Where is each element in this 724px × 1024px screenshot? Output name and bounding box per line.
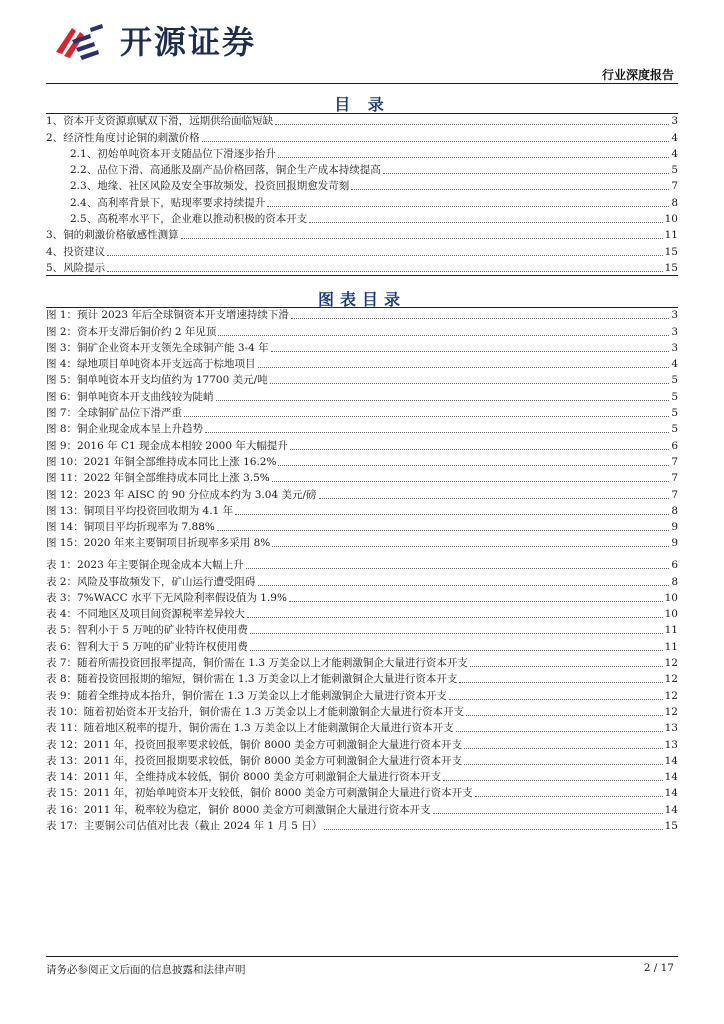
table-item[interactable] <box>46 719 678 735</box>
table-item-number: 表 1： <box>46 559 78 572</box>
dot-leader <box>291 317 669 319</box>
figure-item-number: 图 11： <box>46 472 84 485</box>
table-item-number: 表 16： <box>46 803 84 816</box>
figure-item[interactable] <box>46 518 678 534</box>
table-item-label <box>46 804 431 817</box>
toc-item[interactable] <box>46 259 678 275</box>
figure-item-page: 9 <box>671 537 678 550</box>
toc-item-page: 10 <box>664 213 678 226</box>
dot-leader <box>202 140 670 142</box>
dot-leader <box>272 480 670 482</box>
figure-item-page: 8 <box>671 504 678 517</box>
figure-item-label <box>46 472 270 485</box>
table-item-number: 表 2： <box>46 575 78 588</box>
toc-item-text: 高税率水平下，企业难以推动积极的资本开支 <box>97 213 308 226</box>
table-item-page: 12 <box>664 673 678 686</box>
table-item-label <box>46 690 447 703</box>
table-item-page: 11 <box>664 624 678 637</box>
figure-item-number: 图 7： <box>46 407 78 420</box>
table-item-text: 随着全维持成本抬升，铜价需在 1.3 万美金以上才能刺激铜企大量进行资本开支 <box>77 689 447 702</box>
table-item-label <box>46 755 462 768</box>
table-item[interactable] <box>46 752 678 768</box>
figure-item-label <box>46 342 269 355</box>
toc-item-page: 5 <box>671 164 678 177</box>
dot-leader <box>270 382 670 384</box>
figure-item-page: 3 <box>671 325 678 338</box>
toc-item-page: 15 <box>664 245 678 258</box>
table-item[interactable] <box>46 784 678 800</box>
figure-item-number: 图 14： <box>46 521 84 534</box>
figure-item[interactable] <box>46 502 678 518</box>
figure-item-number: 图 4： <box>46 358 78 371</box>
figure-item[interactable] <box>46 469 678 485</box>
table-item-page: 14 <box>664 787 678 800</box>
figure-item-text: 铜矿企业资本开支领先全球铜产能 3-4 年 <box>77 341 269 354</box>
figure-item-text: 2021 年铜全部维持成本同比上涨 16.2% <box>83 455 277 468</box>
figure-item-label <box>46 374 268 387</box>
figure-item-text: 2022 年铜全部维持成本同比上涨 3.5% <box>83 472 270 485</box>
figure-item-number: 图 12： <box>46 488 84 501</box>
toc-item[interactable] <box>46 128 678 144</box>
figure-item-text: 铜单吨资本开支曲线较为陡峭 <box>77 390 214 403</box>
toc-item-label <box>46 262 105 275</box>
toc-item-label <box>70 213 307 226</box>
dot-leader <box>250 632 663 634</box>
dot-leader <box>216 399 670 401</box>
toc-item-page: 7 <box>671 180 678 193</box>
figure-item-page: 7 <box>671 488 678 501</box>
toc-item-text: 资本开支资源禀赋双下滑，远期供给面临短缺 <box>63 115 274 128</box>
figure-item-text: 2020 年来主要铜项目折现率多采用 8% <box>83 537 271 550</box>
figure-item-number: 图 6： <box>46 390 78 403</box>
figure-item-page: 5 <box>671 374 678 387</box>
table-item-label <box>46 576 256 589</box>
table-item-label <box>46 722 454 735</box>
dot-leader <box>290 448 669 450</box>
table-item[interactable] <box>46 589 678 605</box>
dot-leader <box>107 254 662 256</box>
report-type-label: 行业深度报告 <box>601 68 674 82</box>
dot-leader <box>205 431 669 433</box>
figure-item-label <box>46 358 256 371</box>
table-item-text: 2011 年，投资回报率要求较低，铜价 8000 美金方可刺激铜企大量进行资本开支 <box>83 738 463 751</box>
toc-item-number: 2.4、 <box>70 196 98 209</box>
toc-item-number: 4、 <box>46 245 64 258</box>
table-item-page: 14 <box>664 803 678 816</box>
figure-item[interactable] <box>46 485 678 501</box>
dot-leader <box>250 649 663 651</box>
table-item-text: 2011 年，初始单吨资本开支较低，铜价 8000 美金方可刺激铜企大量进行资本开支 <box>83 787 473 800</box>
toc-item-number: 2.1、 <box>70 147 98 160</box>
table-item[interactable] <box>46 800 678 816</box>
figure-item[interactable] <box>46 420 678 436</box>
dot-leader <box>181 237 663 239</box>
dot-leader <box>309 221 662 223</box>
dot-leader <box>383 172 670 174</box>
dot-leader <box>217 529 669 531</box>
toc-item-text: 投资建议 <box>63 245 106 258</box>
table-item-text: 主要铜公司估值对比表（截止 2024 年 1 月 5 日） <box>83 820 323 833</box>
table-item[interactable] <box>46 768 678 784</box>
figure-item-number: 图 10： <box>46 455 84 468</box>
figure-item[interactable] <box>46 387 678 403</box>
toc-item-page: 8 <box>671 196 678 209</box>
toc-item-number: 2.2、 <box>70 164 98 177</box>
toc-item[interactable] <box>46 177 678 193</box>
figure-item[interactable] <box>46 436 678 452</box>
table-item[interactable] <box>46 670 678 686</box>
dot-leader <box>456 730 663 732</box>
table-item-page: 12 <box>664 689 678 702</box>
table-item-label <box>46 592 287 605</box>
table-item-text: 智利大于 5 万吨的矿业特许权使用费 <box>77 640 248 653</box>
figure-item[interactable] <box>46 371 678 387</box>
dot-leader <box>319 497 670 499</box>
toc-item-page: 15 <box>664 261 678 274</box>
dot-leader <box>443 779 662 781</box>
table-item-label <box>46 608 245 621</box>
toc-item-number: 2.5、 <box>70 213 98 226</box>
table-item-text: 2023 年主要铜企现金成本大幅上升 <box>77 559 244 572</box>
table-item-text: 2011 年，全维持成本较低，铜价 8000 美金方可刺激铜企大量进行资本开支 <box>83 771 442 784</box>
figure-item-text: 铜项目平均投资回收期为 4.1 年 <box>83 504 234 517</box>
table-item-label <box>46 624 248 637</box>
figure-item-page: 7 <box>671 472 678 485</box>
table-list <box>46 556 678 833</box>
table-item-page: 12 <box>664 705 678 718</box>
table-item-number: 表 11： <box>46 722 84 735</box>
table-item-text: 随着所需投资回报率提高，铜价需在 1.3 万美金以上才能刺激铜企大量进行资本开支 <box>77 657 468 670</box>
table-item-number: 表 15： <box>46 787 84 800</box>
figure-item-page: 7 <box>671 455 678 468</box>
dot-leader <box>272 545 669 547</box>
dot-leader <box>267 205 669 207</box>
dot-leader <box>289 600 663 602</box>
figure-item-page: 6 <box>671 439 678 452</box>
figure-item-number: 图 1： <box>46 309 78 322</box>
toc-item-page: 11 <box>664 229 678 242</box>
dot-leader <box>433 812 663 814</box>
table-item-page: 6 <box>671 559 678 572</box>
figure-item[interactable] <box>46 322 678 338</box>
figure-item-page: 5 <box>671 390 678 403</box>
toc-item-text: 铜的刺激价格敏感性测算 <box>63 229 179 242</box>
table-item-number: 表 7： <box>46 657 78 670</box>
dot-leader <box>351 188 669 190</box>
table-item-page: 13 <box>664 722 678 735</box>
toc-item-label <box>46 115 273 128</box>
figure-item-label <box>46 440 288 453</box>
logo-mark-icon <box>50 22 110 62</box>
dot-leader <box>271 350 670 352</box>
figure-item-label <box>46 391 214 404</box>
table-item-page: 14 <box>664 754 678 767</box>
header-rule <box>46 83 678 84</box>
footer-disclaimer: 请务必参阅正文后面的信息披露和法律声明 <box>46 964 246 976</box>
table-item-page: 14 <box>664 771 678 784</box>
toc-list <box>46 112 678 275</box>
table-item-number: 表 14： <box>46 771 84 784</box>
toc-bottom-rule <box>46 275 678 276</box>
toc-item[interactable] <box>46 161 678 177</box>
table-item-label <box>46 787 473 800</box>
table-item-page: 8 <box>671 575 678 588</box>
figure-item-number: 图 15： <box>46 537 84 550</box>
toc-item-page: 4 <box>671 131 678 144</box>
figure-item-page: 3 <box>671 309 678 322</box>
figure-item-label <box>46 309 289 322</box>
table-item-page: 13 <box>664 738 678 751</box>
figure-item-number: 图 2： <box>46 325 78 338</box>
figure-list <box>46 306 678 550</box>
table-item-text: 2011 年，投资回报期要求较低，铜价 8000 美金方可刺激铜企大量进行资本开支 <box>83 754 463 767</box>
table-item-text: 2011 年，税率较为稳定，铜价 8000 美金方可刺激铜企大量进行资本开支 <box>83 803 431 816</box>
figure-item-text: 铜项目平均折现率为 7.88% <box>83 521 215 534</box>
toc-item-page: 3 <box>671 115 678 128</box>
figure-item-label <box>46 423 203 436</box>
table-item-label <box>46 739 462 752</box>
figure-item-label <box>46 537 270 550</box>
table-item-label <box>46 673 457 686</box>
toc-item-text: 风险提示 <box>63 261 106 274</box>
table-item-text: 7%WACC 水平下无风险利率假设值为 1.9% <box>77 591 287 604</box>
figure-item-page: 4 <box>671 358 678 371</box>
footer-rule <box>46 956 678 957</box>
toc-item[interactable] <box>46 242 678 258</box>
table-item-number: 表 9： <box>46 689 78 702</box>
chart-toc-title: 图表目录 <box>317 290 406 309</box>
table-item[interactable] <box>46 621 678 637</box>
dot-leader <box>184 415 669 417</box>
table-item-label <box>46 706 464 719</box>
toc-item-number: 2.3、 <box>70 180 98 193</box>
figure-item-number: 图 3： <box>46 341 78 354</box>
figure-item[interactable] <box>46 339 678 355</box>
table-item-page: 10 <box>664 608 678 621</box>
figure-item-text: 全球铜矿品位下滑严重 <box>77 407 183 420</box>
table-item-text: 随着初始资本开支抬升，铜价需在 1.3 万美金以上才能刺激铜企大量进行资本开支 <box>83 705 465 718</box>
table-item-number: 表 8： <box>46 673 78 686</box>
toc-item-label <box>70 164 381 177</box>
toc-item-label <box>70 180 349 193</box>
toc-item-number: 1、 <box>46 115 64 128</box>
toc-item-label <box>70 148 276 161</box>
figure-item-text: 2016 年 C1 现金成本相较 2000 年大幅提升 <box>77 439 288 452</box>
table-item-text: 智利小于 5 万吨的矿业特许权使用费 <box>77 624 248 637</box>
dot-leader <box>258 584 670 586</box>
figure-item-page: 5 <box>671 423 678 436</box>
table-item-number: 表 6： <box>46 640 78 653</box>
toc-item-number: 2、 <box>46 131 64 144</box>
table-item-text: 随着地区税率的提升，铜价需在 1.3 万美金以上才能刺激铜企大量进行资本开支 <box>83 722 454 735</box>
table-item-label <box>46 657 468 670</box>
table-item-label <box>46 771 441 784</box>
figure-item-text: 绿地项目单吨资本开支远高于棕地项目 <box>77 358 256 371</box>
dot-leader <box>218 334 669 336</box>
table-item[interactable] <box>46 654 678 670</box>
toc-item[interactable] <box>46 112 678 128</box>
dot-leader <box>107 270 662 272</box>
toc-item-label <box>46 246 105 259</box>
dot-leader <box>247 616 663 618</box>
table-item-label <box>46 559 244 572</box>
figure-item-label <box>46 521 215 534</box>
dot-leader <box>464 763 662 765</box>
toc-item-number: 5、 <box>46 261 64 274</box>
figure-item-page: 9 <box>671 521 678 534</box>
toc-item-label <box>70 197 265 210</box>
table-item-text: 风险及事故频发下，矿山运行遭受阻碍 <box>77 575 256 588</box>
figure-item-text: 2023 年 AISC 的 90 分位成本约为 3.04 美元/磅 <box>83 488 317 501</box>
table-item-number: 表 12： <box>46 738 84 751</box>
figure-item[interactable] <box>46 453 678 469</box>
figure-item-number: 图 5： <box>46 374 78 387</box>
figure-item-number: 图 9： <box>46 439 78 452</box>
dot-leader <box>278 156 670 158</box>
figure-item-number: 图 8： <box>46 423 78 436</box>
dot-leader <box>235 513 669 515</box>
company-logo <box>50 22 270 62</box>
table-item-page: 12 <box>664 657 678 670</box>
dot-leader <box>464 747 662 749</box>
toc-item-label <box>46 229 179 242</box>
figure-item-number: 图 13： <box>46 504 84 517</box>
figure-item-text: 预计 2023 年后全球铜资本开支增速持续下滑 <box>77 309 289 322</box>
toc-item-text: 地缘、社区风险及安全事故频发，投资回报期愈发苛刻 <box>97 180 350 193</box>
figure-item-text: 铜单吨资本开支均值约为 17700 美元/吨 <box>77 374 268 387</box>
toc-item[interactable] <box>46 210 678 226</box>
figure-item[interactable] <box>46 534 678 550</box>
logo-text: 开源证券 <box>120 23 257 61</box>
table-item-number: 表 5： <box>46 624 78 637</box>
dot-leader <box>246 567 670 569</box>
toc-item-label <box>46 132 200 145</box>
table-item[interactable] <box>46 703 678 719</box>
table-item-page: 10 <box>664 591 678 604</box>
toc-item[interactable] <box>46 226 678 242</box>
figure-item[interactable] <box>46 355 678 371</box>
table-item[interactable] <box>46 556 678 572</box>
toc-item-number: 3、 <box>46 229 64 242</box>
toc-item-text: 经济性角度讨论铜的刺激价格 <box>63 131 200 144</box>
table-item-text: 随着投资回报期的缩短，铜价需在 1.3 万美金以上才能刺激铜企大量进行资本开支 <box>77 673 458 686</box>
dot-leader <box>278 464 669 466</box>
figure-item-label <box>46 489 317 502</box>
toc-item-text: 初始单吨资本开支随品位下滑逐步抬升 <box>97 147 276 160</box>
toc-item-page: 4 <box>671 147 678 160</box>
table-item-number: 表 4： <box>46 608 78 621</box>
figure-item-page: 3 <box>671 341 678 354</box>
dot-leader <box>258 366 670 368</box>
dot-leader <box>475 795 663 797</box>
page-indicator: 2 / 17 <box>643 962 674 974</box>
table-item-text: 不同地区及项目间资源税率差异较大 <box>77 608 246 621</box>
dot-leader <box>324 828 662 830</box>
table-item[interactable] <box>46 605 678 621</box>
dot-leader <box>459 681 662 683</box>
table-item-label <box>46 641 248 654</box>
table-item-number: 表 3： <box>46 591 78 604</box>
table-item-page: 15 <box>664 820 678 833</box>
table-item[interactable] <box>46 572 678 588</box>
dot-leader <box>275 123 669 125</box>
page-header <box>0 0 724 90</box>
table-item-label <box>46 820 322 833</box>
figure-item-text: 资本开支滞后铜价约 2 年见顶 <box>77 325 217 338</box>
table-item-number: 表 10： <box>46 705 84 718</box>
dot-leader <box>466 714 663 716</box>
toc-item[interactable] <box>46 145 678 161</box>
dot-leader <box>470 665 663 667</box>
figure-item-label <box>46 326 216 339</box>
figure-item[interactable] <box>46 404 678 420</box>
figure-item-label <box>46 456 276 469</box>
toc-item-text: 高利率背景下，贴现率要求持续提升 <box>97 196 266 209</box>
table-item-number: 表 17： <box>46 820 84 833</box>
table-item[interactable] <box>46 817 678 833</box>
toc-title: 目 录 <box>334 95 390 114</box>
figure-item-label <box>46 505 233 518</box>
figure-item-label <box>46 407 182 420</box>
figure-item-page: 5 <box>671 407 678 420</box>
dot-leader <box>449 698 663 700</box>
figure-item[interactable] <box>46 306 678 322</box>
table-item[interactable] <box>46 735 678 751</box>
table-item-number: 表 13： <box>46 754 84 767</box>
toc-item[interactable] <box>46 193 678 209</box>
table-item[interactable] <box>46 686 678 702</box>
toc-item-text: 品位下滑、高通胀及副产品价格回落，铜企生产成本持续提高 <box>97 164 381 177</box>
table-item-page: 11 <box>664 640 678 653</box>
figure-item-text: 铜企业现金成本呈上升趋势 <box>77 423 204 436</box>
table-item[interactable] <box>46 637 678 653</box>
